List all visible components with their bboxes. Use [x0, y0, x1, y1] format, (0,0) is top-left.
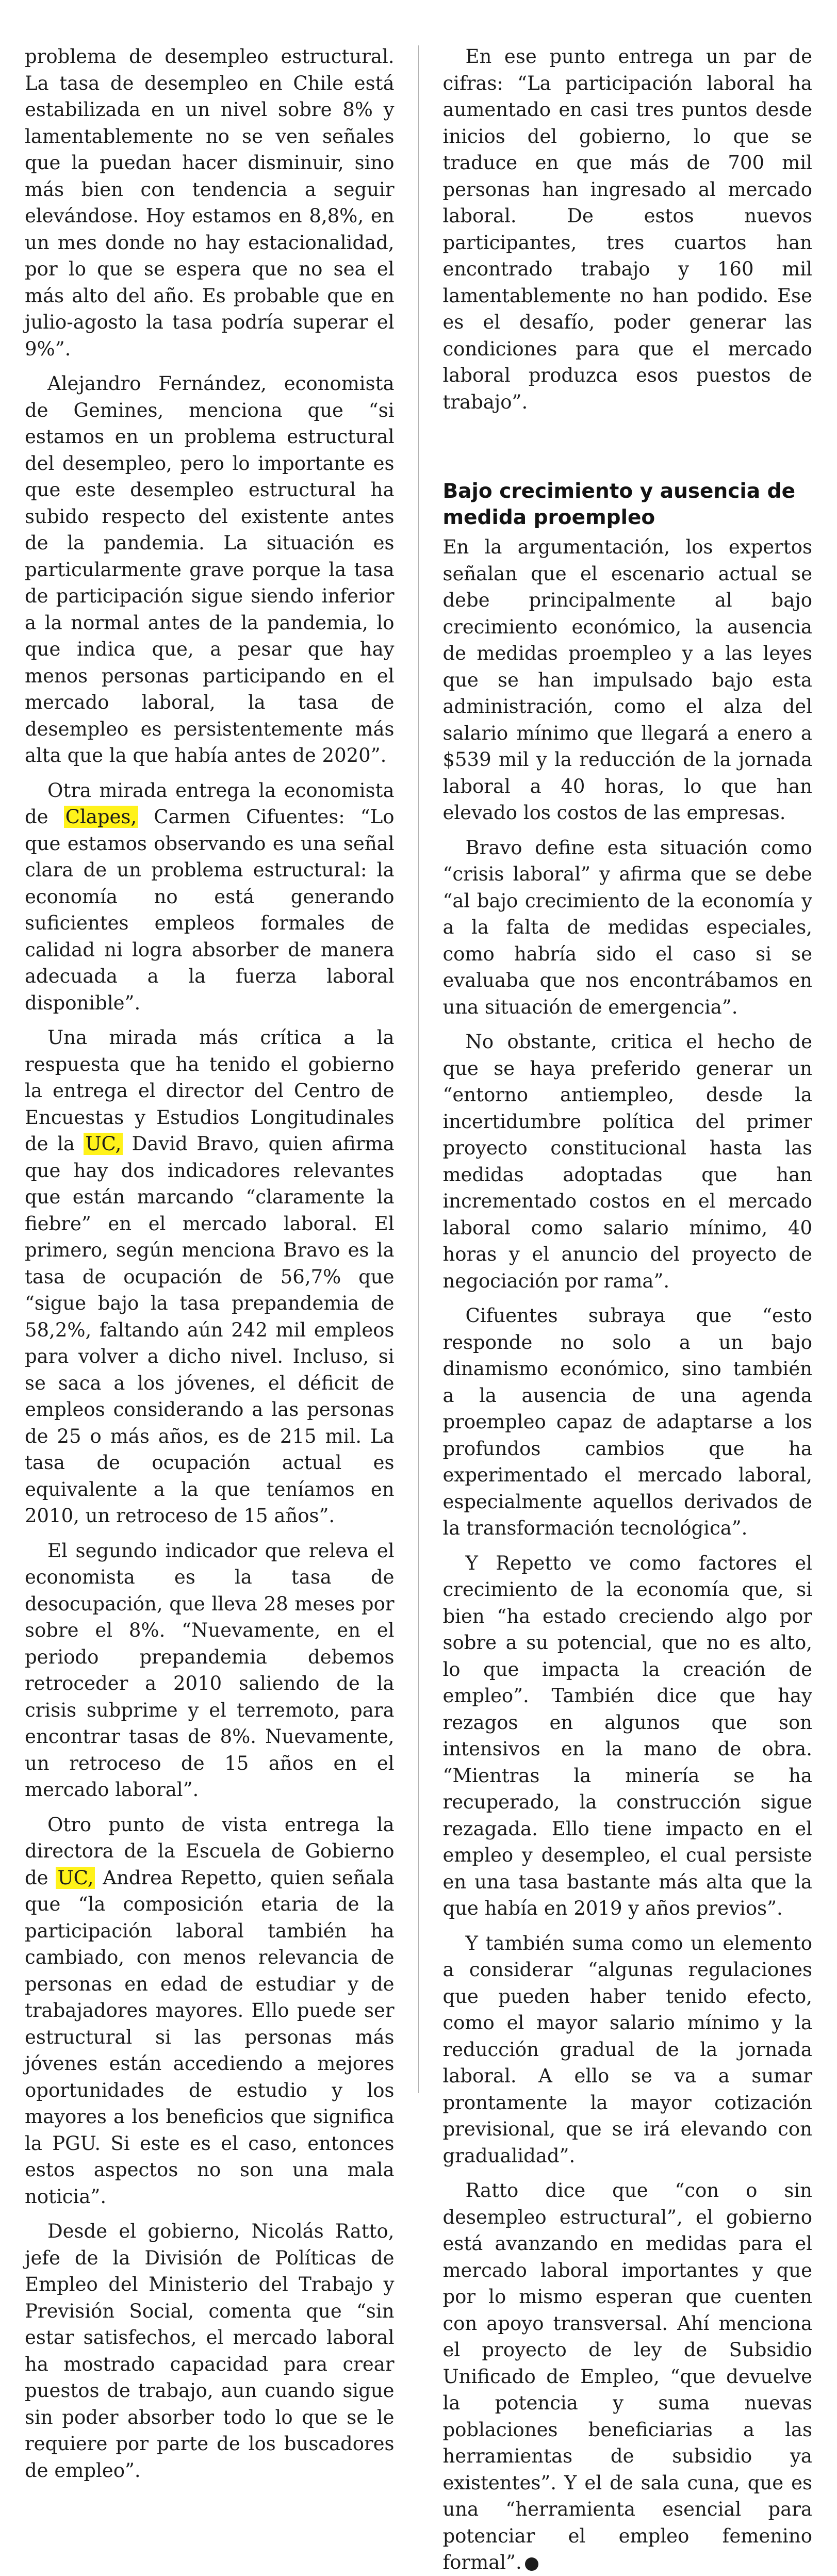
text: Otra mirada entrega la economista de: [25, 779, 395, 828]
text: Andrea Repetto, quien señala que “la composición etaria de la participación laboral también ha cambiado, con menos relevancia de personas en edad de estudiar y de trabajadores mayores. Ello puede ser estructural si las personas más jóvenes están accediendo a mejores oportunidades de estudio y los mayores a los beneficios que significa la PGU. Si este es el caso, entonces estos aspectos no son una mala noticia”.: [25, 1866, 395, 2208]
paragraph: Desde el gobierno, Nicolás Ratto, jefe de la División de Políticas de Empleo del Ministerio del Trabajo y Previsión Social, comenta que “sin estar satisfechos, el mercado laboral ha mostrado capacidad para crear puestos de trabajo, aun cuando sigue sin poder absorber todo lo que se le requiere por parte de los buscadores de empleo”.: [25, 2220, 395, 2482]
left-column: [25, 43, 399, 2482]
paragraph: problema de desempleo estructural. La tasa de desempleo en Chile está estabilizada en un nivel sobre 8% y lamentablemente no se ven señales que la puedan hacer disminuir, sino más bien con tendencia a seguir elevándose. Hoy estamos en 8,8%, en un mes donde no hay estacionalidad, por lo que se espera que no sea el más alto del año. Es probable que en julio-agosto la tasa podría superar el 9%”.: [25, 45, 395, 360]
highlight: Clapes,: [64, 806, 139, 828]
paragraph: Alejandro Fernández, economista de Gemines, menciona que “si estamos en un problema estructural del desempleo, pero lo importante es que este desempleo estructural ha subido respecto del existente antes de la pandemia. La situación es particularmente grave porque la tasa de participación sigue siendo inferior a la normal antes de la pandemia, lo que indica que, a pesar que hay menos personas participando en el mercado laboral, la tasa de desempleo es persistentemente más alta que la que había antes de 2020”.: [25, 372, 395, 767]
text: Otro punto de vista entrega la directora de la Escuela de Gobierno de: [25, 1813, 395, 1889]
end-of-article-icon: ✿: [525, 2557, 538, 2571]
paragraph: [25, 1812, 395, 2210]
paragraph: [25, 777, 395, 1017]
right-column: [438, 43, 812, 2573]
paragraph: Bravo define esta situación como “crisis laboral” y afirma que se debe “al bajo crecimiento de la economía y a la falta de medidas especiales, como habría sido el caso si se evaluaba que nos encontrábamos en una situación de emergencia”.: [442, 836, 812, 1018]
paragraph: Cifuentes subraya que “esto responde no solo a un bajo dinamismo económico, sino también a la ausencia de una agenda proempleo capaz de adaptarse a los profundos cambios que ha experimentado el mercado laboral, especialmente aquellos derivados de la transformación tecnológica”.: [442, 1305, 812, 1539]
highlight: UC,: [56, 1867, 95, 1889]
paragraph: En la argumentación, los expertos señalan que el escenario actual se debe principalmente al bajo crecimiento económico, la ausencia de medidas proempleo y a las leyes que se han impulsado bajo esta administración, como el alza del salario mínimo que llegará a enero a $539 mil y la reducción de la jornada laboral a 40 horas, lo que han elevado los costos de las empresas.: [442, 536, 812, 824]
paragraph: [25, 1024, 395, 1529]
section-heading: Bajo crecimiento y ausencia de medida proempleo: [442, 480, 796, 529]
text: Ratto dice que “con o sin desempleo estructural”, el gobierno está avanzando en medidas para el mercado laboral importantes y que por lo mismo esperan que cuenten con apoyo transversal. Ahí menciona el proyecto de ley de Subsidio Unificado de Empleo, “que devuelve la potencia y suma nuevas poblaciones beneficiarias a las herramientas de subsidio ya existentes”. Y el de sala cuna, que es una “herramienta esencial para potenciar el empleo femenino formal”.: [442, 2179, 812, 2573]
text: David Bravo, quien afirma que hay dos indicadores relevantes que están marcando “claramente la fiebre” en el mercado laboral. El primero, según menciona Bravo es la tasa de ocupación de 56,7% que “sigue bajo la tasa prepandemia de 58,2%, faltando aún 242 mil empleos para volver a dicho nivel. Incluso, si se saca a los jóvenes, el déficit de empleos considerando a las personas de 25 o más años, es de 215 mil. La tasa de ocupación actual es equivalente a la que teníamos en 2010, un retroceso de 15 años”.: [25, 1133, 395, 1527]
paragraph: El segundo indicador que releva el economista es la tasa de desocupación, que lleva 28 meses por sobre el 8%. “Nuevamente, en el periodo prepandemia debemos retroceder a 2010 saliendo de la crisis subprime y el terremoto, para encontrar tasas de 8%. Nuevamente, un retroceso de 15 años en el mercado laboral”.: [25, 1539, 395, 1801]
paragraph: [442, 2177, 812, 2576]
paragraph: En ese punto entrega un par de cifras: “La participación laboral ha aumentado en casi tres puntos desde inicios del gobierno, lo que se traduce en que más de 700 mil personas han ingresado al mercado laboral. De estos nuevos participantes, tres cuartos han encontrado trabajo y 160 mil lamentablemente no han podido. Ese es el desafío, poder generar las condiciones para que el mercado laboral produzca esos puestos de trabajo”.: [442, 45, 812, 413]
paragraph: Y también suma como un elemento a considerar “algunas regulaciones que pueden haber tenido efecto, como el mayor salario mínimo y la reducción gradual de la jornada laboral. A ello se va a sumar prontamente la mayor cotización previsional, que se irá elevando con gradualidad”.: [442, 1932, 812, 2167]
column-divider: [418, 45, 419, 2093]
paragraph: Y Repetto ve como factores el crecimiento de la economía que, si bien “ha estado creciendo algo por sobre a su potencial, que no es alto, lo que impacta la creación de empleo”. También dice que hay rezagos en algunos que son intensivos en la mano de obra. “Mientras la minería se ha recuperado, la construcción sigue rezagada. Ello tiene impacto en el empleo y desempleo, el cual persiste en una tasa bastante más alta que la que había en 2019 y años previos”.: [442, 1552, 812, 1919]
text: Una mirada más crítica a la respuesta que ha tenido el gobierno la entrega el director del Centro de Encuestas y Estudios Longitudinales de la: [25, 1026, 395, 1155]
paragraph: No obstante, critica el hecho de que se haya preferido generar un “entorno antiempleo, desde la incertidumbre política del primer proyecto constitucional hasta las medidas adoptadas que han incrementado costos en el mercado laboral como salario mínimo, 40 horas y el anuncio del proyecto de negociación por rama”.: [442, 1031, 812, 1292]
highlight: UC,: [84, 1133, 123, 1155]
text: Carmen Cifuentes: “Lo que estamos observando es una señal clara de un problema estructural: la economía no está generando suficientes empleos formales de calidad ni logra absorber de manera adecuada a la fuerza laboral disponible”.: [25, 806, 395, 1014]
